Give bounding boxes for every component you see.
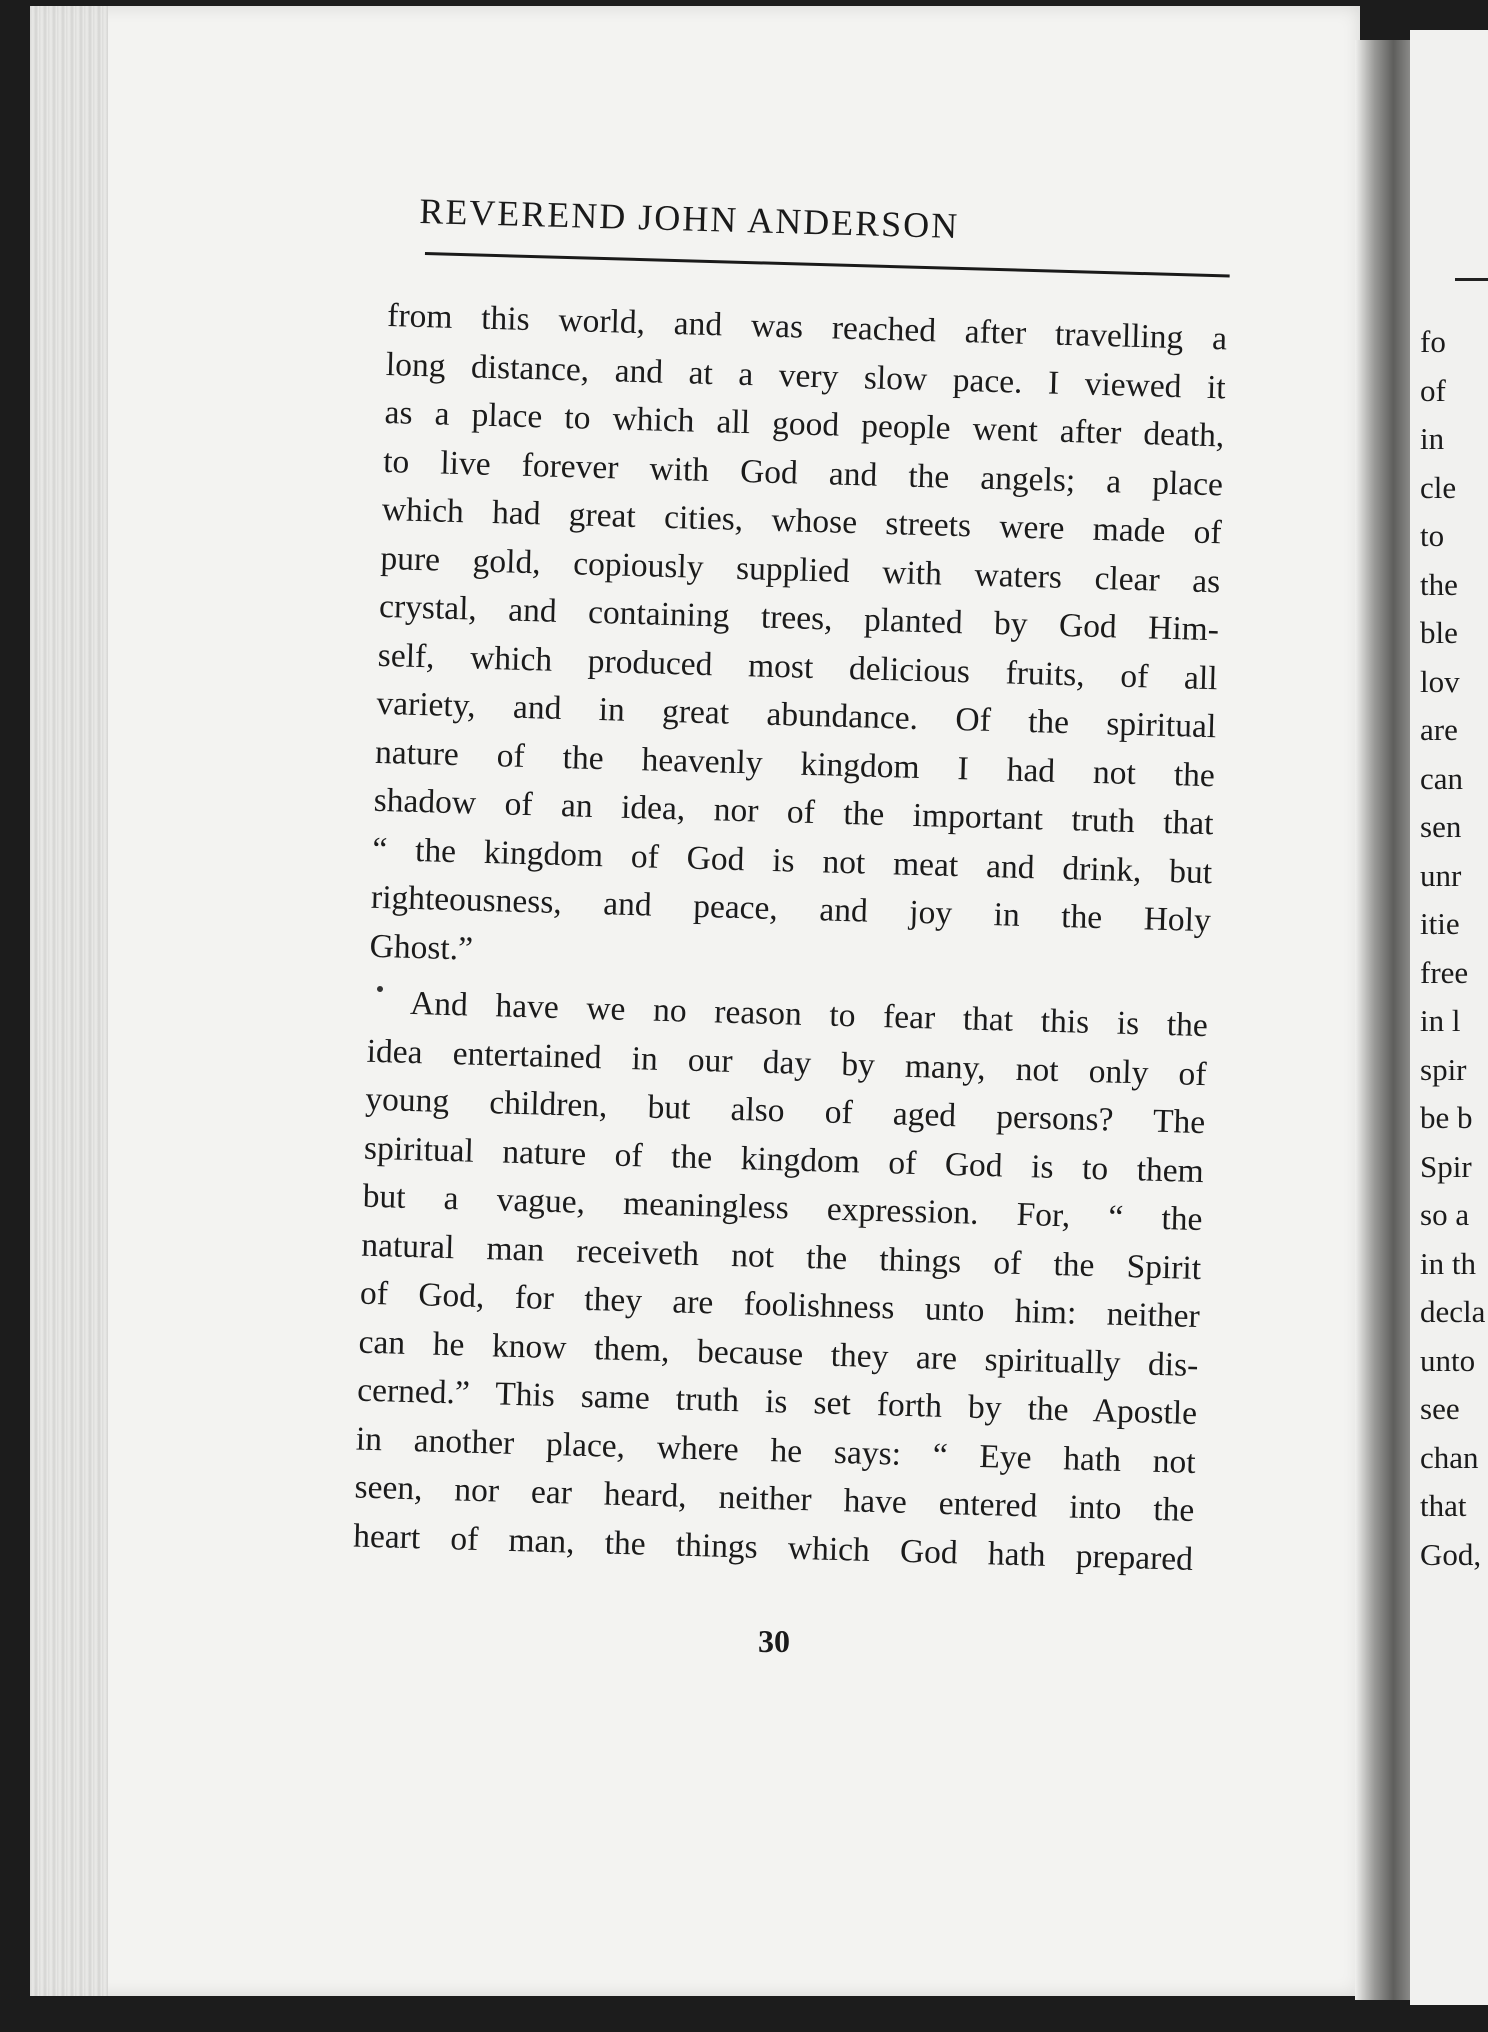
book-gutter [1355,40,1410,2000]
facing-page-text [1420,318,1488,1579]
text-line: which had great cities, whose streets were made of [381,490,1223,552]
text-line: pure gold, copiously supplied with waters clear as [380,539,1221,600]
text-line: as a place to which all good people went after death, [384,393,1225,455]
text-line: variety, and in great abundance. Of the spiritual [375,684,1217,746]
facing-page-line: decla [1420,1294,1486,1329]
facing-page-line: in [1420,421,1445,456]
text-line: young children, but also of aged persons? The [364,1080,1206,1142]
facing-page-line: be b [1420,1100,1473,1135]
facing-page-line: God, [1420,1536,1482,1572]
text-line: crystal, and containing trees, planted by God Him- [378,587,1220,649]
text-line: nature of the heavenly kingdom I had not the [374,733,1216,794]
facing-page-line: that [1420,1488,1467,1523]
facing-page-line: to [1420,518,1445,553]
facing-page-line: ble [1420,615,1458,650]
text-line: “ the kingdom of God is not meat and drink, but [371,830,1213,891]
text-line: natural man receiveth not the things of the Spirit [360,1226,1202,1287]
text-line: cerned.” This same truth is set forth by the Apostle [356,1371,1198,1433]
text-line: in another place, where he says: “ Eye hath not [355,1420,1197,1481]
facing-page-line: lov [1420,663,1460,699]
body-text [353,292,1228,1584]
running-header: REVEREND JOHN ANDERSON [418,190,960,247]
facing-page-line: sen [1420,809,1462,844]
text-line: Ghost.” [369,927,474,968]
facing-page-line: are [1420,712,1458,747]
text-line: heart of man, the things which God hath prepared [352,1517,1194,1578]
facing-page-header-rule [1455,278,1488,281]
text-line: but a vague, meaningless expression. For, “ the [362,1177,1203,1239]
facing-page-line: spir [1420,1051,1467,1087]
facing-page-line: see [1420,1391,1460,1426]
text-line: from this world, and was reached after travelling a [386,296,1228,358]
facing-page-line: unr [1420,857,1462,893]
text-line: self, which produced most delicious fruits, of all [377,636,1219,697]
page-number: 30 [758,1623,790,1659]
facing-page-line: of [1420,372,1446,408]
facing-page-line: fo [1420,324,1446,359]
facing-page-line: so a [1420,1197,1470,1232]
facing-page-line: in th [1420,1245,1476,1281]
facing-page-line: cle [1420,469,1457,505]
facing-page-line: the [1420,566,1458,602]
text-line: idea entertained in our day by many, not only of [366,1032,1207,1093]
page-edge-stack [30,6,108,1996]
text-line: seen, nor ear heard, neither have entered into the [354,1468,1195,1529]
text-line: to live forever with God and the angels; a place [382,442,1224,503]
facing-page-line: unto [1420,1342,1476,1378]
text-line: shadow of an idea, nor of the important truth that [373,781,1214,843]
text-line: righteousness, and peace, and joy in the Holy [370,878,1212,940]
text-line: And have we no reason to fear that this is the [409,984,1209,1045]
facing-page-line: in l [1420,1003,1461,1038]
text-line: can he know them, because they are spiritually dis- [358,1323,1199,1384]
text-line: of God, for they are foolishness unto him: neither [359,1274,1201,1336]
text-line: long distance, and at a very slow pace. I viewed it [385,345,1227,406]
facing-page-line: can [1420,760,1464,796]
facing-page-line: chan [1420,1439,1479,1475]
facing-page-line: Spir [1420,1148,1472,1184]
facing-page-line: itie [1420,906,1460,941]
text-line: spiritual nature of the kingdom of God is to them [363,1129,1205,1190]
facing-page-line: free [1420,954,1469,990]
